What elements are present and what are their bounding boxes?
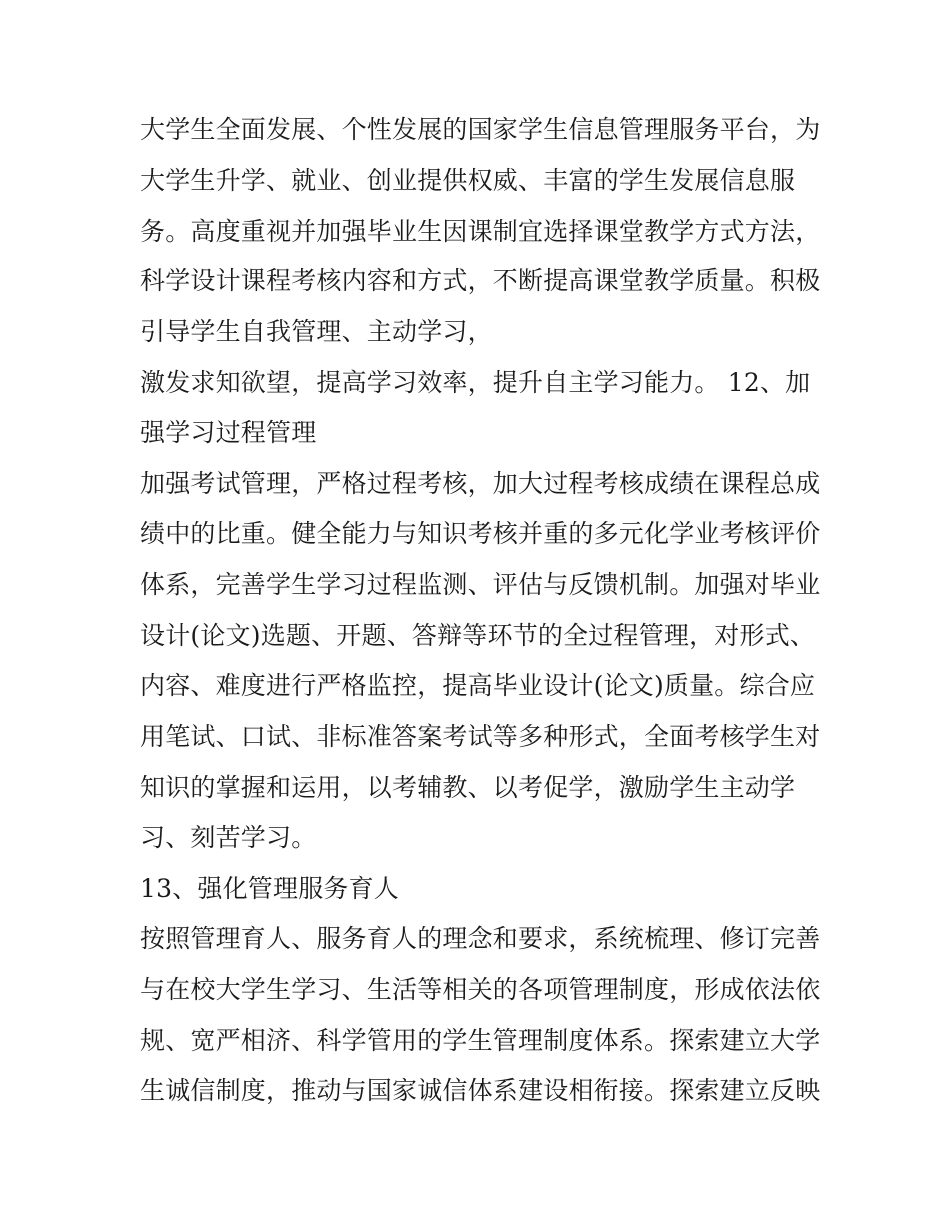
text-line: 强学习过程管理 [140, 418, 317, 447]
text-line: 与在校大学生学习、生活等相关的各项管理制度，形成依法依 [140, 975, 821, 1004]
text-line: 用笔试、口试、非标准答案考试等多种形式，全面考核学生对 [140, 722, 821, 751]
text-line: 大学生升学、就业、创业提供权威、丰富的学生发展信息服 [140, 166, 796, 195]
text-line: 内容、难度进行严格监控，提高毕业设计(论文)质量。综合应 [140, 671, 816, 700]
text-line: 科学设计课程考核内容和方式，不断提高课堂教学质量。积极 [140, 266, 821, 295]
text-line: 习、刻苦学习。 [140, 823, 317, 852]
text-line: 设计(论文)选题、开题、答辩等环节的全过程管理，对形式、 [140, 621, 816, 650]
section-heading: 13、强化管理服务育人 [140, 874, 400, 903]
text-line: 引导学生自我管理、主动学习， [140, 317, 493, 346]
text-line: 知识的掌握和运用，以考辅教、以考促学，激励学生主动学 [140, 773, 796, 802]
text-line: 生诚信制度，推动与国家诚信体系建设相衔接。探索建立反映 [140, 1076, 821, 1105]
text-line: 绩中的比重。健全能力与知识考核并重的多元化学业考核评价 [140, 519, 821, 548]
text-line: 体系，完善学生学习过程监测、评估与反馈机制。加强对毕业 [140, 570, 821, 599]
text-line: 按照管理育人、服务育人的理念和要求，系统梳理、修订完善 [140, 924, 821, 953]
text-line: 大学生全面发展、个性发展的国家学生信息管理服务平台，为 [140, 115, 821, 144]
text-line: 激发求知欲望，提高学习效率，提升自主学习能力。 12、加 [140, 368, 811, 397]
text-line: 加强考试管理，严格过程考核，加大过程考核成绩在课程总成 [140, 469, 821, 498]
text-line: 务。高度重视并加强毕业生因课制宜选择课堂教学方式方法， [140, 217, 821, 246]
text-line: 规、宽严相济、科学管用的学生管理制度体系。探索建立大学 [140, 1026, 821, 1055]
